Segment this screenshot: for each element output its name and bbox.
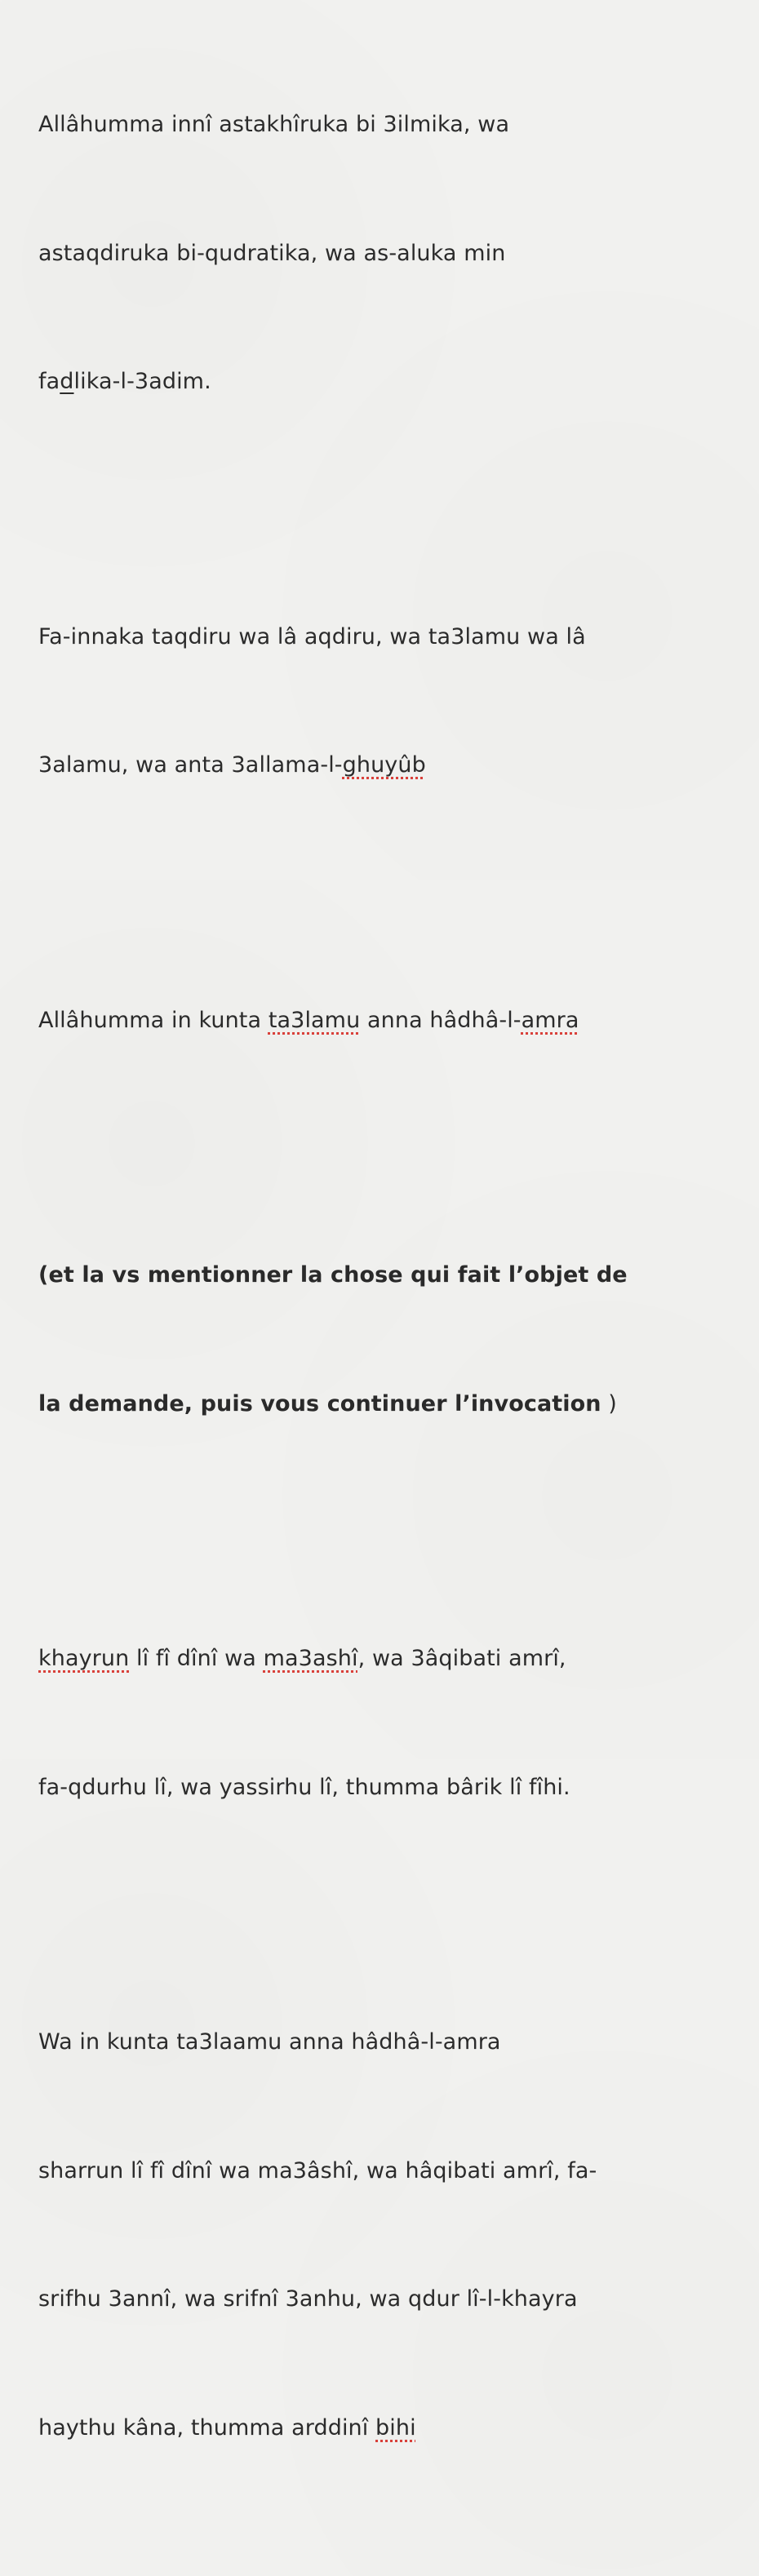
text-line: Wa in kunta ta3laamu anna hâdhâ-l-amra: [38, 2029, 501, 2055]
text-segment: lî fî dînî wa: [129, 1646, 264, 1671]
text-line: Fa-innaka taqdiru wa lâ aqdiru, wa ta3lamu wa lâ: [38, 623, 586, 650]
text-line: [38, 1000, 732, 1043]
text-segment: ): [601, 1390, 617, 1417]
text-line: srifhu 3annî, wa srifnî 3anhu, wa qdur lî-l-khayra: [38, 2286, 578, 2312]
text-segment: 3alamu, wa anta 3allama-l-: [38, 752, 343, 778]
misspelled-word: bihi: [375, 2414, 416, 2441]
misspelled-word: ta3lamu: [268, 1007, 361, 1033]
note-body[interactable]: [38, 18, 732, 2576]
paragraph-good: [38, 1552, 732, 1895]
text-line: [38, 1383, 732, 1426]
text-segment: lika-l-3adim.: [73, 369, 211, 394]
misspelled-word: ma3ashî: [263, 1646, 358, 1671]
underlined-letter: d: [60, 369, 74, 394]
text-line: astaqdiruka bi-qudratika, wa as-aluka min: [38, 240, 506, 266]
text-line: fa-qdurhu lî, wa yassirhu lî, thumma bârik lî fîhi.: [38, 1774, 570, 1800]
text-segment: Allâhumma in kunta: [38, 1007, 269, 1033]
misspelled-word: amra: [521, 1007, 579, 1033]
misspelled-word: khayrun: [38, 1646, 130, 1671]
text-line: [38, 361, 732, 404]
text-segment: la demande, puis vous continuer l’invocation: [38, 1390, 601, 1417]
paragraph-opening: [38, 18, 732, 490]
paragraph-instruction: [38, 1168, 732, 1511]
text-segment: , wa 3âqibati amrî,: [357, 1646, 566, 1671]
text-segment: fa: [38, 369, 60, 394]
paragraph-bad: [38, 1935, 732, 2535]
text-line: (et la vs mentionner la chose qui fait l’objet de: [38, 1262, 628, 1288]
text-line: [38, 2407, 732, 2450]
paragraph-if-you-know: [38, 914, 732, 1128]
text-segment: anna hâdhâ-l-: [360, 1007, 522, 1033]
text-line: [38, 1638, 732, 1681]
text-line: Allâhumma innî astakhîruka bi 3ilmika, wa: [38, 112, 510, 137]
text-line: sharrun lî fî dînî wa ma3âshî, wa hâqibati amrî, fa-: [38, 2157, 597, 2184]
paragraph-knowledge: [38, 530, 732, 873]
misspelled-word: ghuyûb: [342, 752, 426, 778]
text-segment: haythu kâna, thumma arddinî: [38, 2414, 376, 2441]
text-line: [38, 744, 732, 787]
